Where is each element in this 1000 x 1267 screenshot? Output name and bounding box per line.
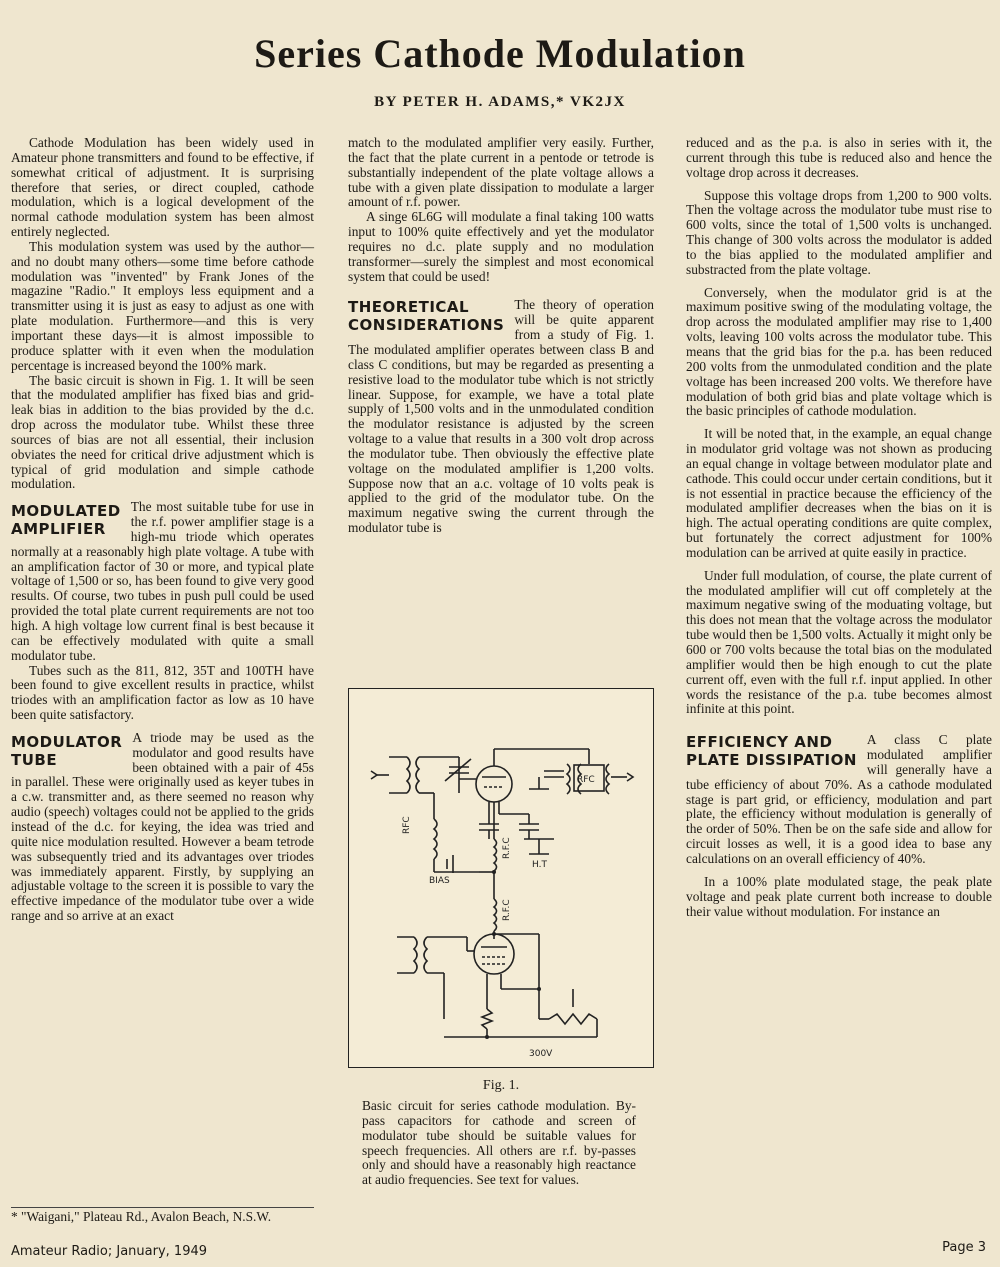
paragraph: match to the modulated amplifier very easily. Further, the fact that the plate current in a pentode or tetrode is substantially independent of the plate voltage allows a tube with a given plate dissipation to modulate a larger amount of r.f. power. <box>348 135 654 210</box>
rfc-label-left: RFC <box>402 816 412 834</box>
paragraph: In a 100% plate modulated stage, the peak plate voltage and peak plate current both increase to double their value without modulation. For instance an <box>686 873 992 919</box>
paragraph: reduced and as the p.a. is also in series with it, the current through this tube is reduced also and hence the voltage drop across it decreases. <box>686 135 992 180</box>
figure-label: Fig. 1. <box>482 1078 520 1093</box>
section-heading-theoretical-considerations: THEORETICAL CONSIDERATIONS <box>348 298 505 335</box>
rfc-label-right: RFC <box>577 775 595 785</box>
column-2 <box>348 136 654 536</box>
circuit-schematic <box>349 689 653 1067</box>
section-heading-modulated-amplifier: MODULATED AMPLIFIER <box>11 502 121 539</box>
circuit-diagram <box>348 688 654 1068</box>
paragraph: The basic circuit is shown in Fig. 1. It will be seen that the modulated amplifier has fixed bias and grid-leak bias in addition to the bias provided by the d.c. drop across the modulator tube. Whilst these three sources of bias are not all essential, their inclusion obviates the need for critical drive adjustment which is typical of grid modulation and simple cathode modulation. <box>11 372 314 492</box>
300v-label: 300V <box>529 1049 553 1059</box>
paragraph: Tubes such as the 811, 812, 35T and 100TH have been found to give excellent results in practice, whilst triodes with an amplification factor as low as 10 have been quite satisfactory. <box>11 662 314 723</box>
rfc-label-low: R.F.C <box>502 899 512 921</box>
byline: BY PETER H. ADAMS,* VK2JX <box>374 94 626 110</box>
paragraph: Under full modulation, of course, the plate current of the modulated amplifier will cut off completely at the maximum negative swing of the moduating voltage, but this does not mean that the voltage across the modulator tube would then be 1,500 volts. Actually it might only be 600 or 700 volts because the total bias on the modulated amplifier would then be high enough to cut the plate current off, even with the full r.f. input applied. In other words the resistance of the p.a. tube becomes almost infinite at this point. <box>686 567 992 717</box>
paragraph: A triode may be used as the modulator and good results have been obtained with a pair of 45s in parallel. These were originally used as keyer tubes in a c.w. transmitter and, as there seemed no reason why audio (speech) voltages could not be applied to the grids instead of the d.c. for keying, the idea was tried and quite nice modulation resulted. However a beam tetrode was subsequently tried and its advantages over triodes was immediately apparent. Firstly, by supplying an adjustable voltage to the screen it is possible to vary the effective impedance of the modulator tube over a wide range and so arrive at an exact <box>11 729 314 924</box>
figure-caption: Basic circuit for series cathode modulation. By-pass capacitors for cathode and screen of modulator tube should be suitable values for speech frequencies. All others are r.f. by-passes only and should have a reasonably high reactance at audio frequencies. See text for values. <box>362 1098 636 1188</box>
article-title: Series Cathode Modulation <box>254 31 746 76</box>
modulator-tube <box>474 934 514 974</box>
pa-tube <box>476 766 512 802</box>
paragraph: Conversely, when the modulator grid is at the maximum positive swing of the modulating voltage, the drop across the modulated amplifier may rise to 1,400 volts, leaving 100 volts across the modulator tube. This means that the grid bias for the p.a. has been reduced 200 volts from the unmodulated condition and the plate voltage has been increased 200 volts. We therefore have modulation of both grid bias and plate voltage which is the basic principles of cathode modulation. <box>686 284 992 419</box>
ht-label: H.T <box>532 860 547 870</box>
rfc-label-mid: R.F.C <box>502 837 512 859</box>
section-heading-modulator-tube: MODULATOR TUBE <box>11 732 123 769</box>
section-heading-efficiency: EFFICIENCY AND PLATE DISSIPATION <box>686 733 857 770</box>
paragraph: Cathode Modulation has been widely used in Amateur phone transmitters and found to be effective, if somewhat critical of adjustment. It is surprising therefore that series, or direct coupled, cathode modulation, which is a logical development of the normal cathode modulation system has been almost entirely neglected. <box>11 135 314 240</box>
paragraph: The most suitable tube for use in the r.f. power amplifier stage is a high-mu triode which operates normally at a reasonably high plate voltage. A tube with an amplification factor of 30 or more, and typical plate voltage of 1,500 or so, has been found to give very good results. Of course, two tubes in push pull could be used provided the total plate current requirements are not too high. A high voltage low current final is best because it can be effectively modulated with quite a small modulator tube. <box>11 499 314 663</box>
footer-publication: Amateur Radio; January, 1949 <box>11 1244 208 1259</box>
paragraph: It will be noted that, in the example, an equal change in modulator grid voltage was not shown as producing an equal change in voltage between modulator plate and cathode. This could occur under certain conditions, but it is not essential in practice because the efficiency of the modulated amplifier decreases when the bias on it is high. The actual operating conditions are quite complex, but fortunately the correct adjustment for 100% modulation can be arrived at quite easily in practice. <box>686 426 992 560</box>
column-3 <box>686 136 992 919</box>
paragraph: A singe 6L6G will modulate a final taking 100 watts input to 100% quite effectively and yet the modulator requires no d.c. plate supply and no modulation transformer—surely the simplest and most economical system that could be used! <box>348 209 654 284</box>
bias-label: BIAS <box>429 876 450 886</box>
page-number: Page 3 <box>942 1240 986 1255</box>
paragraph: The theory of operation will be quite apparent from a study of Fig. 1. The modulated amplifier operates between class B and class C conditions, but may be regarded as presenting a resistive load to the modulator tube which is not strictly linear. Suppose, for example, we have a total plate supply of 1,500 volts and in the unmodulated condition the modulator resistance is adjusted by the screen voltage to a value that results in a 300 volt drop across the modulator tube. Then obviously the effective plate voltage on the modulated amplifier is 1,200 volts. Suppose now that an a.c. voltage of 10 volts peak is applied to the grid of the modulator tube. On the maximum negative swing the current through the modulator tube is <box>348 297 654 536</box>
paragraph: Suppose this voltage drops from 1,200 to 900 volts. Then the voltage across the modulator tube must rise to 600 volts, since the total of 1,500 volts is unchanged. This change of 300 volts across the modulator is added to the bias applied to the modulated amplifier and substracted from the plate voltage. <box>686 187 992 277</box>
paragraph: A class C plate modulated amplifier will generally have a tube efficiency of about 70%. As a cathode modulated stage is part grid, or efficiency, modulation and part plate, the efficiency without modulation is generally of the order of 50%. Then be on the safe side and allow for circuit losses as well, it is a good idea to base any calculations on an overall efficiency of 40%. <box>686 732 992 866</box>
footnote: * "Waigani," Plateau Rd., Avalon Beach, N.S.W. <box>11 1207 314 1225</box>
paragraph: This modulation system was used by the author—and no doubt many others—some time before cathode modulation was "invented" by Frank Jones of the magazine "Radio." It employs less equipment and a transmitter using it is just as easy to adjust as one with plate modulation. Furthermore—and this is very important these days—it is almost impossible to produce splatter with it even when the modulation percentage is increased beyond the 100% mark. <box>11 238 314 373</box>
column-1 <box>11 136 314 924</box>
